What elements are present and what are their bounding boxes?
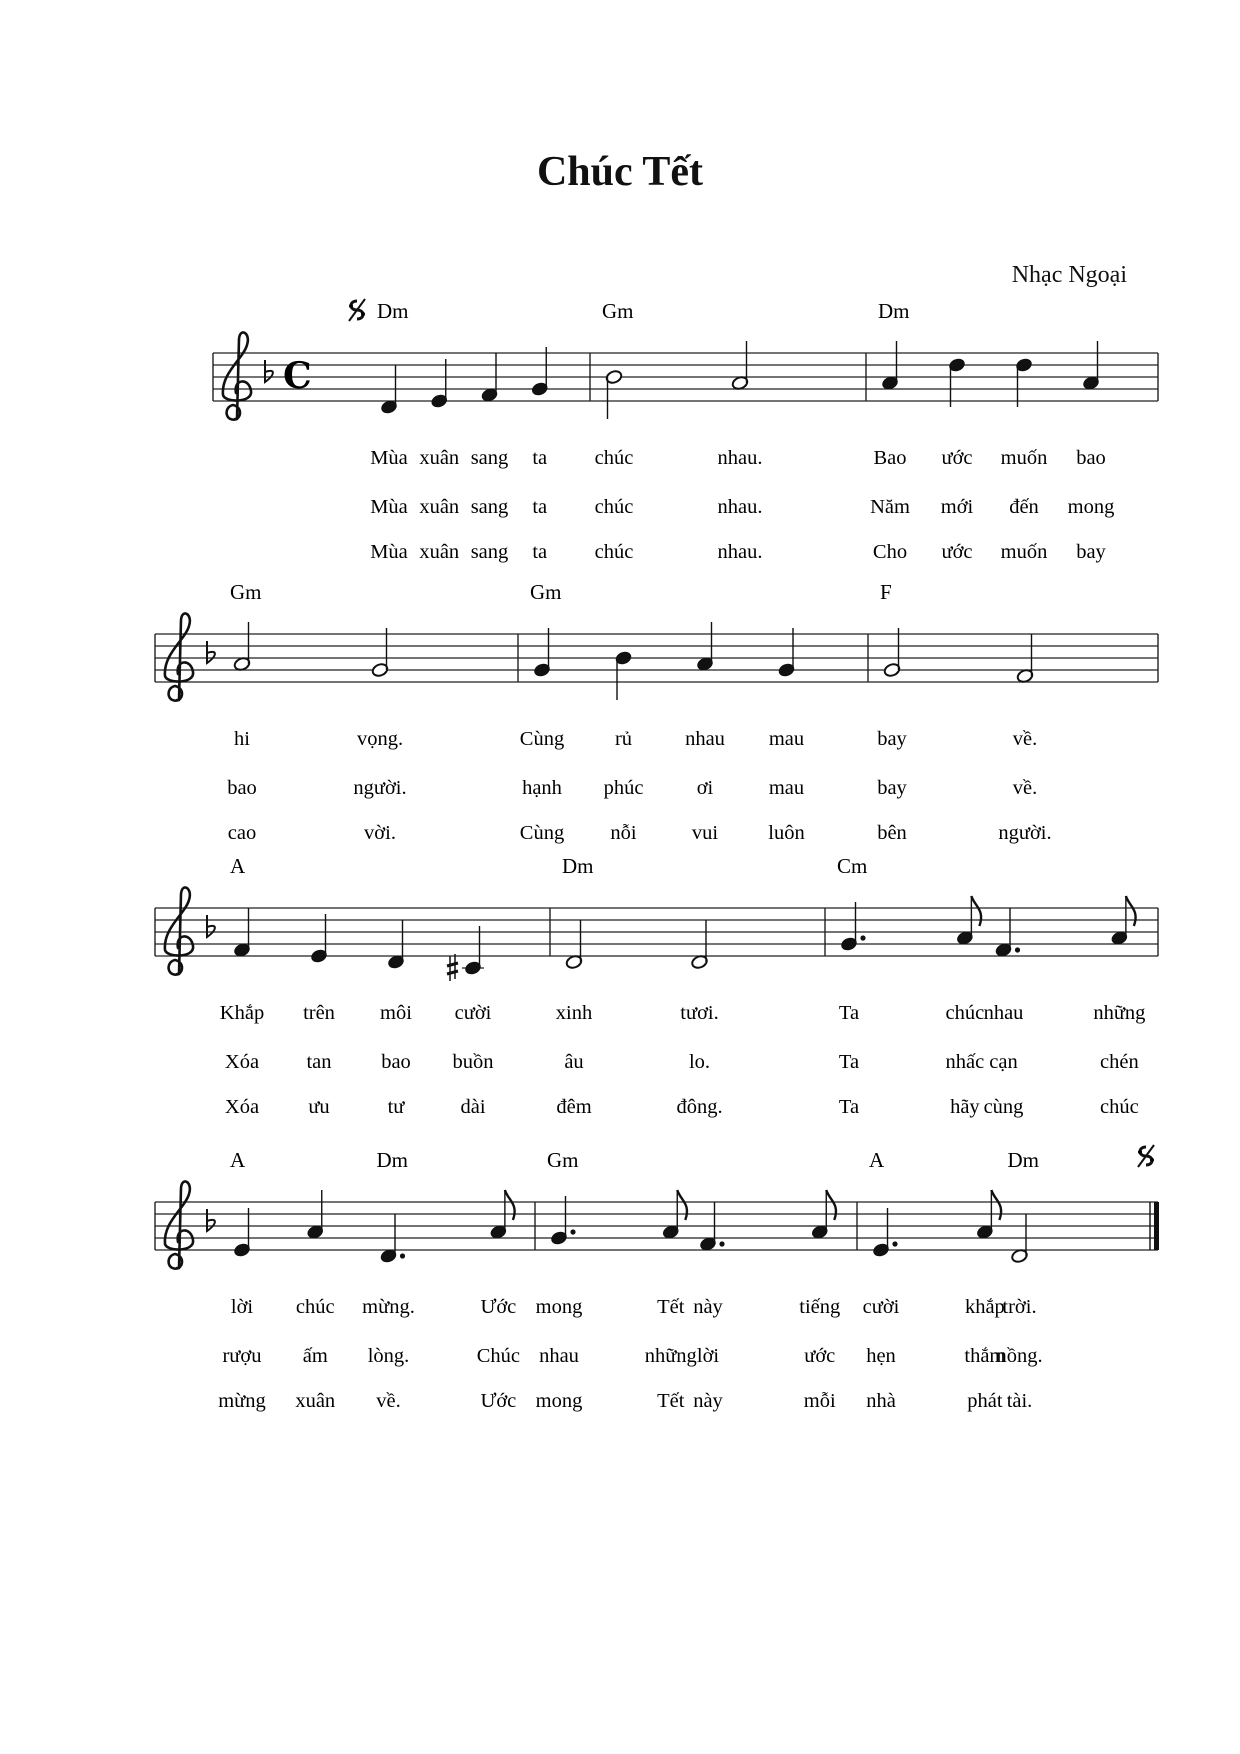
note — [662, 1190, 687, 1240]
lyric-syllable: luôn — [768, 822, 805, 844]
lyric-syllable: Ta — [838, 1051, 860, 1073]
lyric-syllable: Cùng — [519, 728, 565, 750]
lyric-syllable: chúc — [945, 1002, 985, 1024]
staff-system — [155, 854, 1158, 1118]
lyric-syllable: vui — [691, 822, 719, 844]
lyric-syllable: này — [693, 1390, 723, 1412]
lyric-syllable: Ước — [480, 1296, 517, 1318]
lyric-syllable: Xóa — [224, 1051, 260, 1073]
chord-symbol: F — [880, 580, 892, 604]
lyric-syllable: Ta — [838, 1096, 860, 1118]
lyric-syllable: chúc — [295, 1296, 335, 1318]
note — [531, 347, 549, 397]
lyric-syllable: muốn — [1000, 541, 1048, 563]
note — [565, 920, 583, 970]
lyric-syllable: mới — [940, 496, 974, 518]
lyric-syllable: bao — [1076, 447, 1106, 469]
lyric-syllable: mong — [1067, 496, 1115, 518]
staff-system — [155, 1145, 1159, 1412]
lyric-syllable: mau — [768, 728, 805, 750]
note — [605, 369, 623, 419]
lyric-syllable: sang — [470, 447, 509, 469]
lyric-syllable: Cùng — [519, 822, 565, 844]
lyric-syllable: ước — [941, 541, 973, 563]
treble-clef-icon — [165, 613, 193, 700]
lyric-syllable: đến — [1009, 496, 1039, 518]
lyric-syllable: bay — [1076, 541, 1106, 563]
lyric-syllable: ưu — [308, 1096, 330, 1118]
note — [883, 628, 901, 678]
lyric-syllable: bay — [877, 728, 907, 750]
lyric-syllable: hãy — [950, 1096, 980, 1118]
flat-key-signature-icon — [265, 360, 273, 382]
lyric-syllable: chúc — [594, 541, 634, 563]
lyric-syllable: bao — [381, 1051, 411, 1073]
augmentation-dot — [400, 1253, 405, 1258]
note — [691, 920, 709, 970]
lyric-syllable: cùng — [983, 1096, 1024, 1118]
chord-symbol: Gm — [547, 1148, 579, 1172]
note — [976, 1190, 1001, 1240]
chord-symbol: Dm — [562, 854, 594, 878]
note — [881, 341, 899, 391]
lyric-syllable: khắp — [964, 1296, 1005, 1318]
note — [233, 1208, 251, 1258]
lyric-syllable: mỗi — [803, 1390, 836, 1412]
lyric-syllable: chúc — [594, 496, 634, 518]
lyric-syllable: nhấc — [945, 1051, 985, 1073]
eighth-flag — [505, 1190, 515, 1220]
song-title: Chúc Tết — [536, 149, 704, 195]
staff-system — [213, 299, 1158, 563]
note — [995, 908, 1021, 958]
note — [306, 1190, 324, 1240]
lyric-syllable: trên — [303, 1002, 335, 1024]
note — [380, 1214, 406, 1264]
lyric-syllable: Ước — [480, 1390, 517, 1412]
lyric-syllable: sang — [470, 496, 509, 518]
lyric-syllable: mong — [535, 1390, 583, 1412]
lyric-syllable: Tết — [657, 1390, 685, 1412]
note — [387, 920, 405, 970]
treble-clef-icon — [223, 332, 251, 419]
lyric-syllable: âu — [564, 1051, 584, 1073]
note — [233, 622, 251, 672]
lyric-syllable: Tết — [657, 1296, 685, 1318]
lyric-syllable: nhau — [539, 1345, 579, 1367]
sharp-accidental-icon — [447, 954, 458, 981]
lyric-syllable: mong — [535, 1296, 583, 1318]
lyric-syllable: tươi. — [680, 1002, 719, 1024]
lyric-syllable: cười — [454, 1002, 492, 1024]
lyric-syllable: trời. — [1002, 1296, 1037, 1318]
lyric-syllable: chúc — [1100, 1096, 1139, 1118]
lyric-syllable: cười — [862, 1296, 900, 1318]
lyric-syllable: lời — [696, 1345, 720, 1367]
staff-system — [155, 580, 1158, 844]
lyric-syllable: vời. — [364, 822, 396, 844]
lyric-syllable: ước — [941, 447, 973, 469]
note — [778, 628, 796, 678]
lyric-syllable: Khắp — [219, 1002, 265, 1024]
eighth-flag — [971, 896, 981, 926]
lyric-syllable: Bao — [873, 447, 907, 469]
lyric-syllable: bay — [877, 777, 907, 799]
segno-icon — [1138, 1145, 1154, 1167]
lyric-syllable: nhau — [685, 728, 725, 750]
lyric-syllable: xuân — [419, 541, 460, 563]
lyric-syllable: đông. — [676, 1096, 723, 1118]
lyric-syllable: muốn — [1000, 447, 1048, 469]
lyric-syllable: bao — [227, 777, 257, 799]
chord-symbol: Dm — [377, 299, 409, 323]
lyric-syllable: hẹn — [866, 1345, 896, 1367]
chord-symbol: A — [869, 1148, 885, 1172]
lyric-syllable: Ta — [838, 1002, 860, 1024]
note — [489, 1190, 514, 1240]
chord-symbol: Dm — [376, 1148, 408, 1172]
lyric-syllable: tiếng — [799, 1296, 841, 1318]
note — [1082, 341, 1100, 391]
lyric-syllable: nhà — [866, 1390, 896, 1412]
lyric-syllable: ta — [532, 541, 548, 563]
chord-symbol: Gm — [530, 580, 562, 604]
composer-credit: Nhạc Ngoại — [1011, 262, 1127, 288]
lyric-syllable: cạn — [989, 1051, 1018, 1073]
lyric-syllable: nhau — [983, 1002, 1024, 1024]
eighth-flag — [677, 1190, 687, 1220]
lyric-syllable: nhau. — [717, 496, 763, 518]
lyric-syllable: lo. — [688, 1051, 711, 1073]
augmentation-dot — [892, 1241, 897, 1246]
note — [310, 914, 328, 964]
lyric-syllable: phát — [967, 1390, 1003, 1412]
note — [1011, 1214, 1029, 1264]
lyric-syllable: chúc — [594, 447, 634, 469]
note — [371, 628, 389, 678]
lyric-syllable: đêm — [556, 1096, 592, 1118]
lyric-syllable: những — [1093, 1002, 1146, 1024]
note — [233, 908, 251, 958]
treble-clef-icon — [165, 887, 193, 974]
eighth-flag — [826, 1190, 836, 1220]
flat-key-signature-icon — [207, 641, 215, 663]
note — [447, 926, 484, 981]
lyric-syllable: Mùa — [370, 447, 408, 469]
chord-symbol: A — [230, 854, 246, 878]
note — [699, 1202, 725, 1252]
lyric-syllable: hi — [234, 728, 250, 750]
lyric-syllable: Năm — [870, 496, 910, 518]
lyric-syllable: ta — [532, 496, 548, 518]
segno-icon — [349, 299, 365, 321]
lyric-syllable: rủ — [614, 728, 633, 750]
lyric-syllable: Mùa — [370, 541, 408, 563]
lyric-syllable: hạnh — [522, 777, 562, 799]
lyric-syllable: người. — [998, 822, 1052, 844]
lyric-syllable: tan — [306, 1051, 332, 1073]
lyric-syllable: những — [644, 1345, 697, 1367]
augmentation-dot — [719, 1241, 724, 1246]
lyric-syllable: xuân — [419, 447, 460, 469]
eighth-flag — [1126, 896, 1136, 926]
lyric-syllable: chén — [1100, 1051, 1139, 1073]
lyric-syllable: xinh — [555, 1002, 593, 1024]
lyric-syllable: dài — [460, 1096, 486, 1118]
lyric-syllable: này — [693, 1296, 723, 1318]
lyric-syllable: nhau. — [717, 447, 763, 469]
note — [615, 650, 633, 700]
augmentation-dot — [570, 1229, 575, 1234]
lyric-syllable: lời — [230, 1296, 254, 1318]
lyric-syllable: ơi — [696, 777, 714, 799]
lyric-syllable: xuân — [419, 496, 460, 518]
lyric-syllable: sang — [470, 541, 509, 563]
lyric-syllable: lòng. — [367, 1345, 410, 1367]
lyric-syllable: mừng. — [362, 1296, 415, 1318]
lyric-syllable: nhau. — [717, 541, 763, 563]
note — [731, 341, 749, 391]
lyric-syllable: về. — [1012, 777, 1038, 799]
lyric-syllable: xuân — [295, 1390, 336, 1412]
augmentation-dot — [860, 935, 865, 940]
note — [1016, 634, 1034, 684]
lyric-syllable: Chúc — [476, 1345, 521, 1367]
augmentation-dot — [1015, 947, 1020, 952]
chord-symbol: Cm — [837, 854, 868, 878]
lyric-syllable: tài. — [1006, 1390, 1033, 1412]
final-barline — [1154, 1202, 1159, 1250]
chord-symbol: Gm — [602, 299, 634, 323]
eighth-flag — [991, 1190, 1001, 1220]
chord-symbol: Dm — [878, 299, 910, 323]
lyric-syllable: thắm — [964, 1345, 1006, 1367]
lyric-syllable: rượu — [222, 1345, 262, 1367]
lyric-syllable: nồng. — [996, 1345, 1043, 1367]
lyric-syllable: về. — [1012, 728, 1038, 750]
lyric-syllable: vọng. — [356, 728, 404, 750]
lyric-syllable: mừng — [218, 1390, 266, 1412]
note — [1110, 896, 1135, 946]
note — [533, 628, 551, 678]
lyric-syllable: bên — [877, 822, 907, 844]
lyric-syllable: Xóa — [224, 1096, 260, 1118]
chord-symbol: Gm — [230, 580, 262, 604]
lyric-syllable: về. — [376, 1390, 401, 1412]
chord-symbol: A — [230, 1148, 246, 1172]
common-time-icon: C — [283, 354, 312, 397]
lyric-syllable: người. — [353, 777, 407, 799]
note — [811, 1190, 836, 1240]
note — [380, 365, 398, 415]
lyric-syllable: phúc — [603, 777, 644, 799]
lyric-syllable: ấm — [302, 1345, 328, 1367]
lyric-syllable: nỗi — [610, 822, 637, 844]
flat-key-signature-icon — [207, 915, 215, 937]
treble-clef-icon — [165, 1181, 193, 1268]
lyric-syllable: môi — [380, 1002, 412, 1024]
note — [481, 353, 499, 403]
lyric-syllable: ta — [532, 447, 548, 469]
lyric-syllable: Cho — [872, 541, 908, 563]
lyric-syllable: cao — [227, 822, 257, 844]
chord-symbol: Dm — [1007, 1148, 1039, 1172]
lyric-syllable: mau — [768, 777, 805, 799]
lyric-syllable: buồn — [452, 1051, 494, 1073]
lyric-syllable: tư — [387, 1096, 405, 1118]
note — [948, 357, 966, 407]
lyric-syllable: Mùa — [370, 496, 408, 518]
note — [956, 896, 981, 946]
lyric-syllable: ước — [804, 1345, 836, 1367]
note — [430, 359, 448, 409]
note — [1015, 357, 1033, 407]
note — [696, 622, 714, 672]
flat-key-signature-icon — [207, 1209, 215, 1231]
